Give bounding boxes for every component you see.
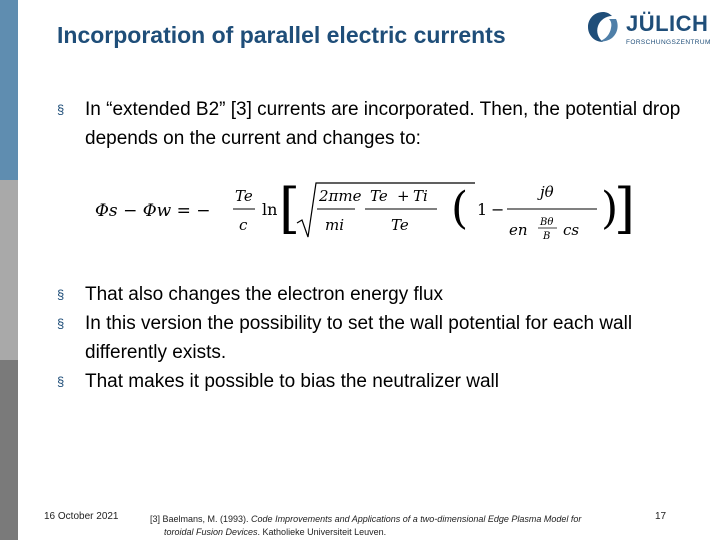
reference-publisher: . Katholieke Universiteit Leuven.: [257, 527, 387, 537]
reference-title-part1: Code Improvements and Applications of a two-dimensional Edge Plasma Model for: [251, 514, 582, 524]
formula-lhs: Φs − Φw = −: [95, 201, 211, 221]
formula-bracket-right: ]: [614, 177, 636, 240]
formula-one: 1: [477, 200, 488, 219]
slide-title: Incorporation of parallel electric currents: [57, 22, 506, 48]
bullet-marker-icon: §: [57, 287, 65, 302]
bullet-marker-icon: §: [57, 374, 65, 389]
sidebar-accent-bottom: [0, 360, 18, 540]
reference-title-part2: toroidal Fusion Devices: [164, 527, 258, 537]
formula-mi: mi: [325, 216, 345, 234]
page-number: 17: [655, 511, 667, 522]
bullet-text: In “extended B2” [3] currents are incorporated. Then, the potential drop depends on the current and changes to:: [85, 99, 681, 149]
formula-cs: cs: [563, 221, 580, 239]
logo-subtitle: FORSCHUNGSZENTRUM: [626, 39, 711, 46]
formula-en: en: [509, 221, 528, 239]
bullet-item: [57, 309, 697, 367]
formula-te-num: Te: [235, 187, 253, 205]
bullet-item: [57, 95, 697, 153]
bullet-text: In this version the possibility to set the wall potential for each wall differently exists.: [85, 313, 633, 363]
footer-date: 16 October 2021: [44, 511, 119, 522]
formula-bracket-left: [: [279, 177, 301, 240]
footer-reference: [150, 513, 650, 539]
formula-te-num2: Te: [370, 187, 388, 205]
logo-wordmark: JÜLICH: [626, 11, 709, 36]
formula-b: B: [543, 231, 551, 242]
formula-2pime: 2πme: [319, 187, 362, 205]
bullet-list-bottom: [57, 280, 697, 396]
formula-minus: −: [491, 200, 505, 219]
formula-b-theta: Bθ: [540, 217, 554, 228]
formula-paren-right: ): [601, 183, 619, 234]
bullet-text: That also changes the electron energy flux: [85, 284, 444, 305]
bullet-list-top: [57, 95, 697, 153]
bullet-marker-icon: §: [57, 316, 65, 331]
formula-j-theta: jθ: [540, 183, 554, 201]
reference-prefix: [3] Baelmans, M. (1993).: [150, 514, 252, 524]
formula-te-den: Te: [391, 216, 409, 234]
potential-drop-formula: [95, 175, 640, 245]
formula-plus: +: [397, 187, 410, 205]
sidebar-accent-top: [0, 0, 18, 180]
formula-paren-left: (: [451, 183, 469, 234]
bullet-text: That makes it possible to bias the neutralizer wall: [85, 371, 499, 392]
reference-line2: [150, 526, 650, 539]
formula-ti: Ti: [413, 187, 428, 205]
bullet-item: [57, 280, 697, 309]
formula-c: c: [239, 216, 248, 234]
formula-ln: ln: [262, 200, 278, 219]
julich-logo: [586, 8, 711, 52]
bullet-item: [57, 367, 697, 396]
sidebar-accent-middle: [0, 180, 18, 360]
julich-logo-mark-icon: [586, 10, 620, 44]
bullet-marker-icon: §: [57, 102, 65, 117]
